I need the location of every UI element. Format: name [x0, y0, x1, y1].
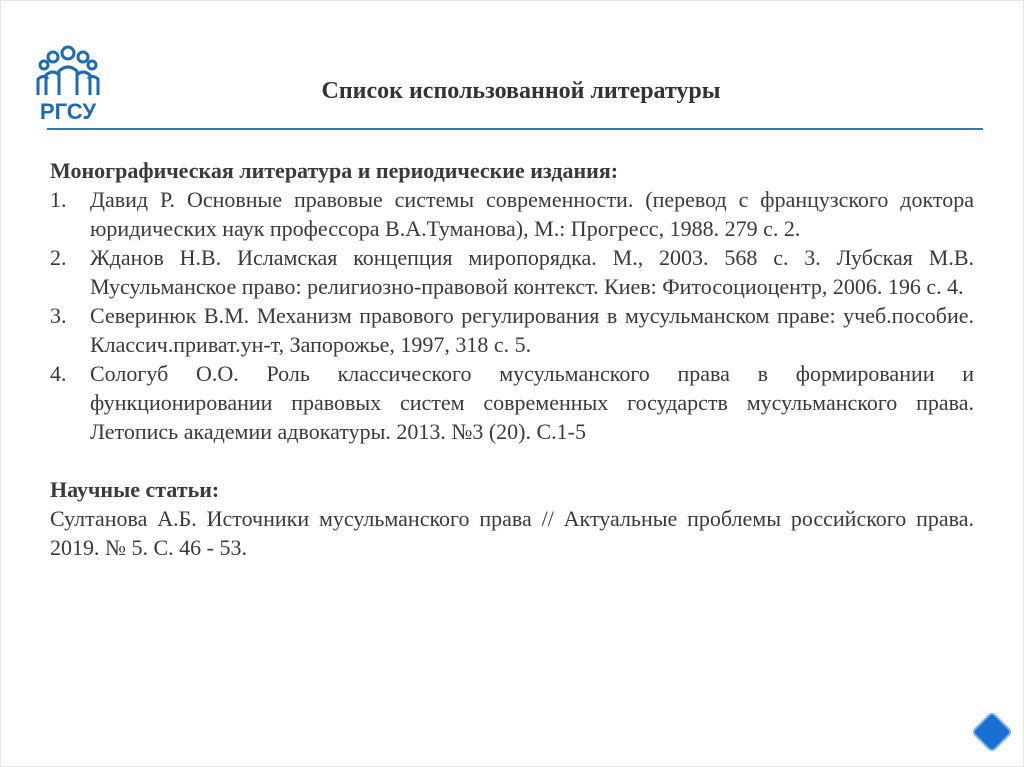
list-item [50, 185, 974, 243]
people-group-icon [35, 43, 101, 99]
list-item-text: Северинюк В.М. Механизм правового регулирования в мусульманском праве: учеб.пособие. Классич.приват.ун-т, Запорожье, 1997, 318 с. 5. [90, 303, 974, 357]
rgsu-logo [35, 43, 101, 127]
page-title: Список использованной литературы [321, 78, 721, 104]
list-item [50, 243, 974, 301]
monographs-heading: Монографическая литература и периодические издания: [50, 158, 619, 183]
articles-text: Султанова А.Б. Источники мусульманского права // Актуальные проблемы российского права. 2019. № 5. С. 46 - 53. [50, 506, 974, 560]
list-item-number: 3. [50, 303, 67, 328]
logo-text: РГСУ [39, 99, 97, 124]
title-divider [47, 128, 983, 130]
section-spacer [50, 446, 974, 475]
list-item-number: 2. [50, 245, 67, 270]
list-item-text: Жданов Н.В. Исламская концепция миропорядка. М., 2003. 568 с. 3. Лубская М.В. Мусульманское право: религиозно-правовой контекст. Киев: Фитосоциоцентр, 2006. 196 с. 4. [90, 245, 974, 299]
articles-heading: Научные статьи: [50, 477, 220, 502]
list-item-number: 4. [50, 361, 67, 386]
monographs-list [50, 185, 974, 446]
list-item-text: Сологуб О.О. Роль классического мусульманского права в формировании и функционировании правовых систем современных государств мусульманского права. Летопись академии адвокатуры. 2013. №3 (20). С.1-5 [90, 361, 974, 444]
references-content [50, 156, 974, 562]
list-item [50, 301, 974, 359]
list-item-number: 1. [50, 187, 67, 212]
list-item [50, 359, 974, 446]
diamond-nav-icon[interactable] [974, 714, 1011, 751]
list-item-text: Давид Р. Основные правовые системы современности. (перевод с французского доктора юридических наук профессора В.А.Туманова), М.: Прогресс, 1988. 279 с. 2. [90, 187, 974, 241]
